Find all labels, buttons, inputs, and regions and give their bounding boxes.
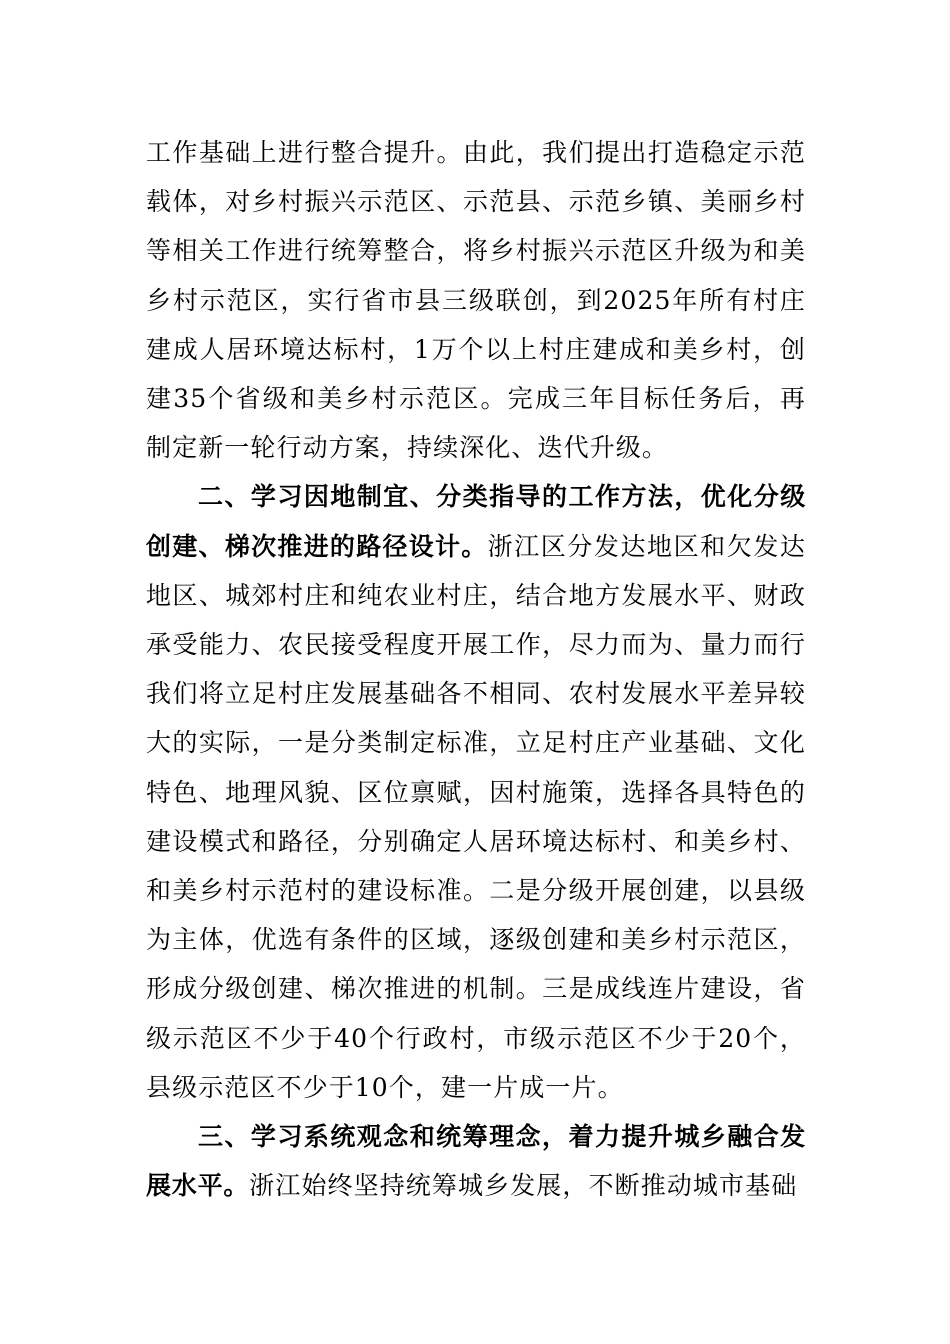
section-two-heading: 二、学习因地制宜、分类指导的工作方法，优化分级创建、梯次推进的路径设计。: [146, 482, 806, 561]
paragraph-continued: [146, 128, 806, 472]
paragraph-section-two: [146, 472, 806, 1112]
section-three-body: 浙江始终坚持统筹城乡发展，不断推动城市基础: [249, 1171, 798, 1201]
section-three-heading: 三、学习系统观念和统筹理念，着力提升城乡融合发展水平。: [146, 1122, 806, 1201]
document-body: [146, 128, 806, 1210]
paragraph-section-three: [146, 1112, 806, 1210]
section-two-body: 浙江区分发达地区和欠发达地区、城郊村庄和纯农业村庄，结合地方发展水平、财政承受能力、农民接受程度开展工作，尽力而为、量力而行我们将立足村庄发展基础各不相同、农村发展水平差异较大的实际，一是分类制定标准，立足村庄产业基础、文化特色、地理风貌、区位禀赋，因村施策，选择各具特色的建设模式和路径，分别确定人居环境达标村、和美乡村、和美乡村示范村的建设标准。二是分级开展创建，以县级为主体，优选有条件的区域，逐级创建和美乡村示范区，形成分级创建、梯次推进的机制。三是成线连片建设，省级示范区不少于40个行政村，市级示范区不少于20个，县级示范区不少于10个，建一片成一片。: [146, 531, 806, 1102]
paragraph-1-text: 工作基础上进行整合提升。由此，我们提出打造稳定示范载体，对乡村振兴示范区、示范县、示范乡镇、美丽乡村等相关工作进行统筹整合，将乡村振兴示范区升级为和美乡村示范区，实行省市县三级联创，到2025年所有村庄建成人居环境达标村，1万个以上村庄建成和美乡村，创建35个省级和美乡村示范区。完成三年目标任务后，再制定新一轮行动方案，持续深化、迭代升级。: [146, 138, 806, 463]
